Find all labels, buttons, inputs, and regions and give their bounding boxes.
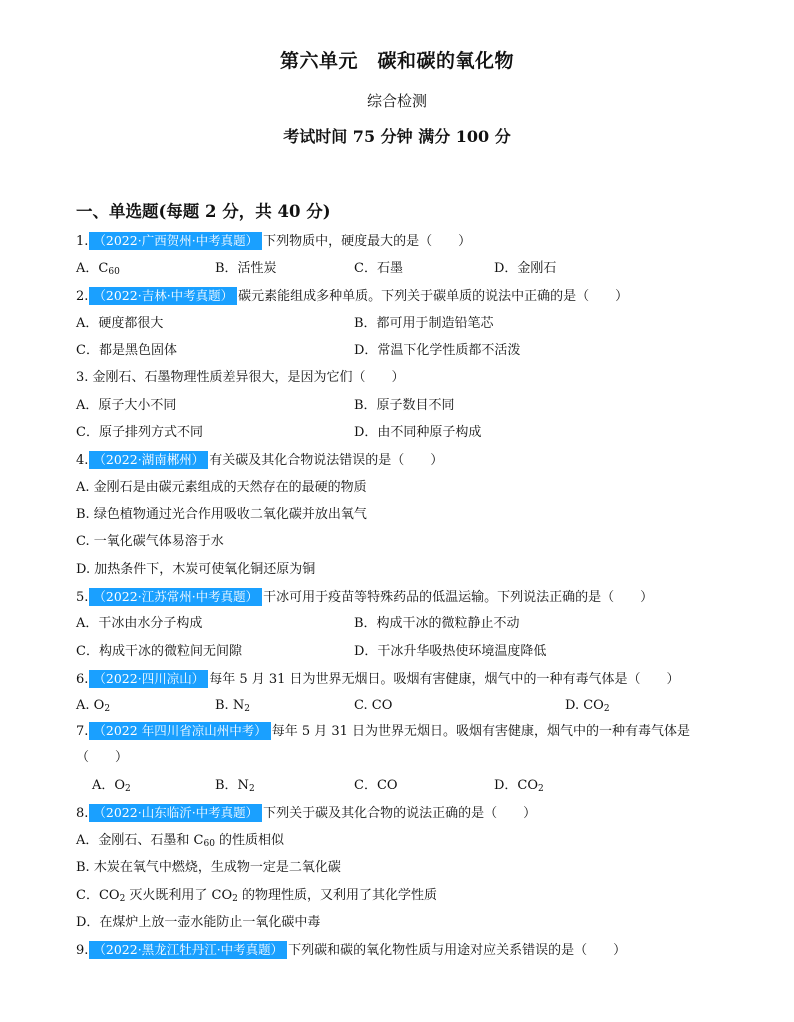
source-tag: （2022 年四川省凉山州中考）	[89, 722, 270, 740]
question-5-option-b: B．构成干冰的微粒静止不动	[354, 616, 520, 631]
source-tag: （2022·江苏常州·中考真题）	[89, 588, 262, 606]
source-tag: （2022·吉林·中考真题）	[89, 287, 237, 305]
question-5-option-c: C．构成干冰的微粒间无间隙	[76, 644, 242, 659]
question-3-stem: 3. 金刚石、石墨物理性质差异很大，是因为它们（ ）	[76, 370, 405, 385]
question-5-option-a: A．干冰由水分子构成	[76, 616, 203, 631]
question-2-option-a: A．硬度都很大	[76, 316, 164, 331]
page-title: 第六单元 碳和碳的氧化物	[279, 50, 514, 72]
question-2-stem: 2. （2022·吉林·中考真题） 碳元素能组成多种单质。下列关于碳单质的说法中正确的是（ ）	[76, 288, 629, 304]
source-tag: （2022·四川凉山）	[89, 670, 208, 688]
question-5-stem: 5. （2022·江苏常州·中考真题） 干冰可用于疫苗等特殊药品的低温运输。下列说法正确的是（ ）	[76, 589, 654, 605]
question-4-stem: 4. （2022·湖南郴州） 有关碳及其化合物说法错误的是（ ）	[76, 452, 444, 468]
question-4-option-b: B. 绿色植物通过光合作用吸收二氧化碳并放出氧气	[76, 507, 367, 522]
question-8-option-d: D．在煤炉上放一壶水能防止一氧化碳中毒	[76, 915, 321, 930]
question-6-stem: 6. （2022·四川凉山） 每年 5 月 31 日为世界无烟日。吸烟有害健康，烟气中的一种有毒气体是（ ）	[76, 671, 680, 687]
question-8-option-b: B. 木炭在氧气中燃烧，生成物一定是二氧化碳	[76, 860, 341, 875]
question-2-option-d: D．常温下化学性质都不活泼	[354, 343, 521, 358]
question-3-option-b: B．原子数目不同	[354, 398, 455, 413]
source-tag: （2022·山东临沂·中考真题）	[89, 804, 262, 822]
exam-info: 考试时间 75 分钟 满分 100 分	[283, 127, 511, 146]
question-6-option-a: A. $O_2$	[76, 698, 111, 714]
source-tag: （2022·黑龙江牡丹江·中考真题）	[89, 941, 287, 959]
question-8-stem: 8. （2022·山东临沂·中考真题） 下列关于碳及其化合物的说法正确的是（ ）	[76, 805, 537, 821]
source-tag: （2022·湖南郴州）	[89, 451, 208, 469]
question-8-option-a: A．金刚石、石墨和 $C_{60}$ 的性质相似	[76, 833, 285, 849]
question-1-option-a: A．$C_{60}$	[76, 261, 120, 277]
question-2-option-b: B．都可用于制造铅笔芯	[354, 316, 494, 331]
question-6-option-c: C. CO	[354, 698, 393, 713]
question-1-option-d: D．金刚石	[494, 261, 557, 276]
question-6-option-d: D. $CO_2$	[565, 698, 610, 714]
question-7-option-c: C．CO	[354, 778, 398, 793]
question-2-option-c: C．都是黑色固体	[76, 343, 177, 358]
question-6-option-b: B. $N_2$	[215, 698, 250, 714]
question-7-option-a: A．$O_2$	[92, 778, 131, 794]
section-heading: 一、单选题(每题 2 分，共 40 分)	[76, 202, 331, 221]
question-4-option-c: C. 一氧化碳气体易溶于水	[76, 534, 224, 549]
question-3-option-c: C．原子排列方式不同	[76, 425, 203, 440]
question-7-option-b: B．$N_2$	[215, 778, 255, 794]
question-8-option-c: C．$CO_2$ 灭火既利用了 $CO_2$ 的物理性质，又利用了其化学性质	[76, 888, 438, 904]
question-1-option-c: C．石墨	[354, 261, 403, 276]
question-1-option-b: B．活性炭	[215, 261, 277, 276]
question-3-option-d: D．由不同种原子构成	[354, 425, 482, 440]
source-tag: （2022·广西贺州·中考真题）	[89, 232, 262, 250]
question-7-paren: （ ）	[76, 750, 129, 765]
question-4-option-d: D. 加热条件下，木炭可使氧化铜还原为铜	[76, 562, 316, 577]
question-7-option-d: D．$CO_2$	[494, 778, 544, 794]
question-9-stem: 9. （2022·黑龙江牡丹江·中考真题） 下列碳和碳的氧化物性质与用途对应关系错误的是（ ）	[76, 942, 627, 958]
page-subtitle: 综合检测	[366, 92, 427, 110]
question-3-option-a: A．原子大小不同	[76, 398, 177, 413]
question-7-stem: 7. （2022 年四川省凉山州中考） 每年 5 月 31 日为世界无烟日。吸烟有害健康，烟气中的一种有毒气体是	[76, 723, 691, 739]
question-1-stem: 1. （2022·广西贺州·中考真题） 下列物质中，硬度最大的是（ ）	[76, 233, 472, 249]
question-5-option-d: D．干冰升华吸热使环境温度降低	[354, 644, 547, 659]
question-4-option-a: A. 金刚石是由碳元素组成的天然存在的最硬的物质	[76, 480, 367, 495]
